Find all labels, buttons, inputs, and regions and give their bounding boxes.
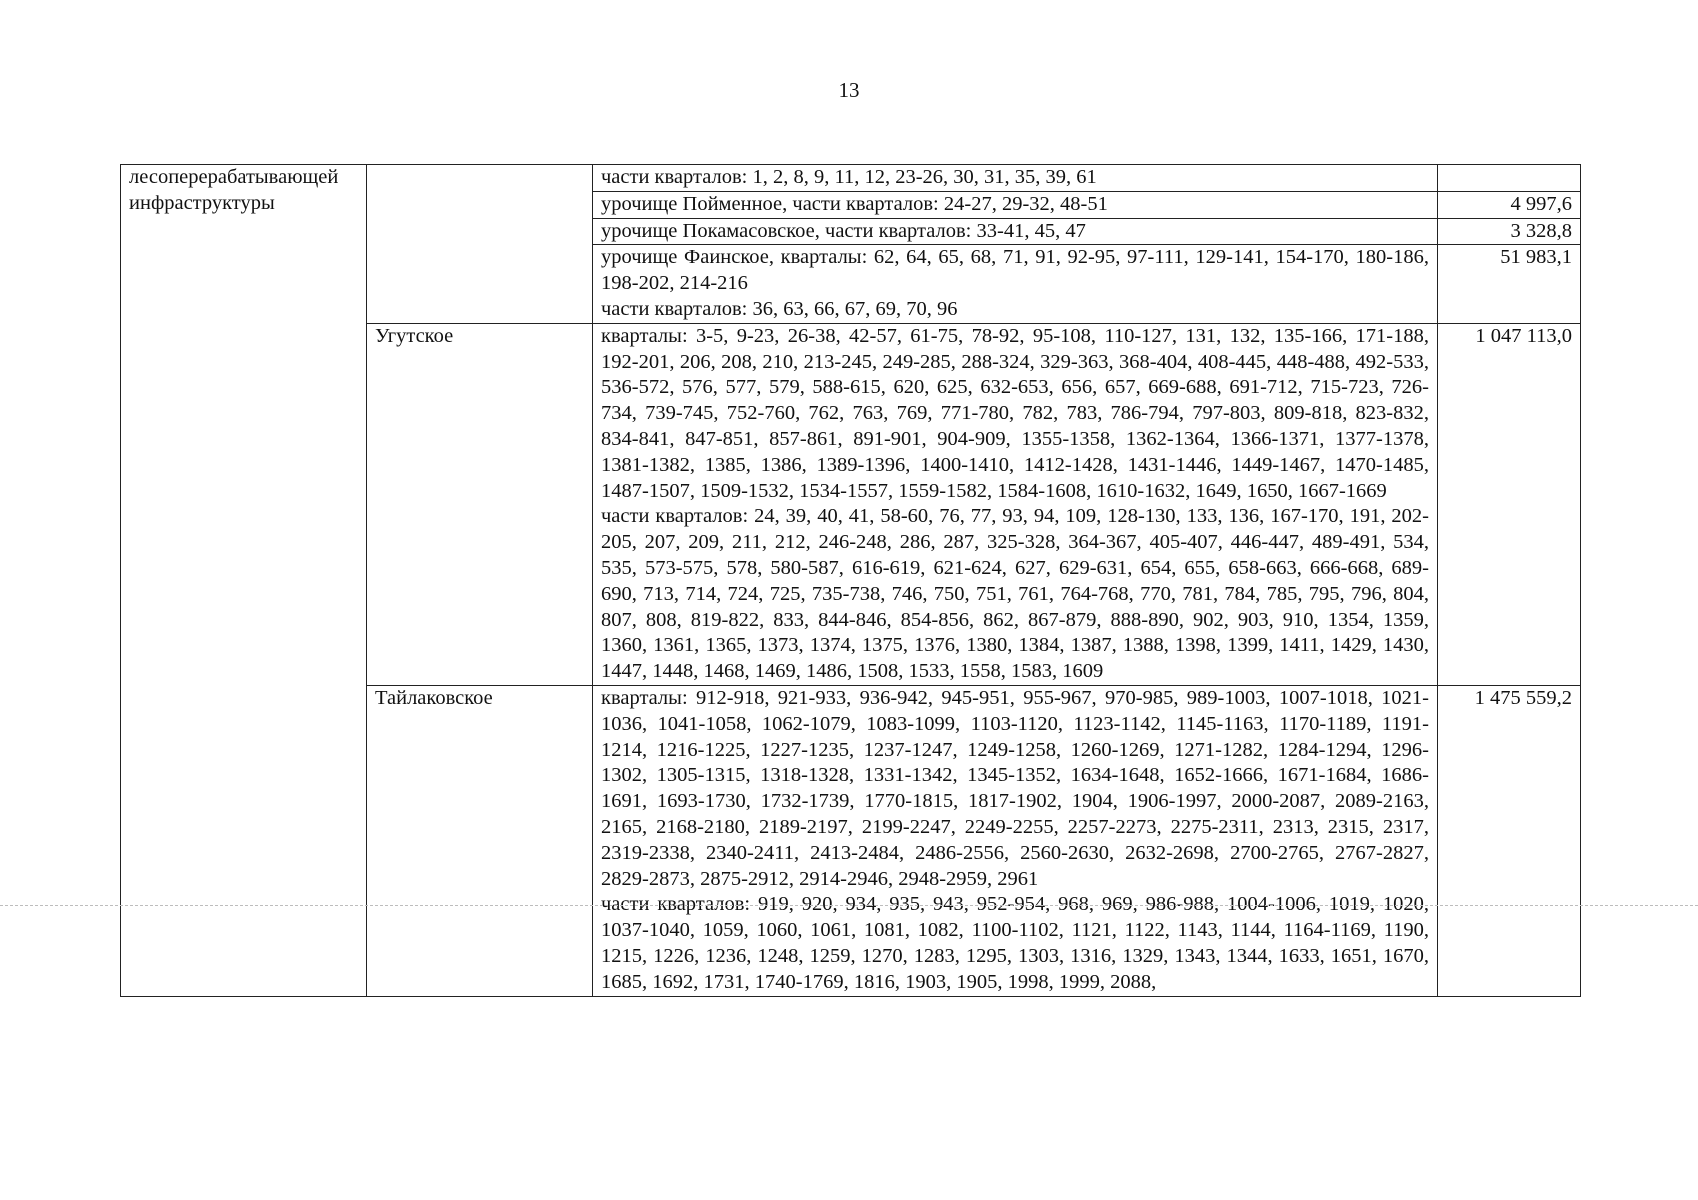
area-cell (1438, 165, 1581, 192)
forestry-cell (367, 165, 593, 324)
quarters-cell (593, 218, 1438, 245)
partial-quarters-text: части кварталов: 919, 920, 934, 935, 943, 952-954, 968, 969, 986-988, 1004-1006, 1019, 1020, 1037-1040, 1059, 1060, 1061, 1081, 1082, 1100-1102, 1121, 1122, 1143, 1144, 1164-1169, 1190, 1215, 1226, 1236, 1248, 1259, 1270, 1283, 1295, 1303, 1316, 1329, 1343, 1344, 1633, 1651, 1670, 1685, 1692, 1731, 1740-1769, 1816, 1903, 1905, 1998, 1999, 2088, (601, 893, 1429, 993)
forestry-cell: Тайлаковское (367, 685, 593, 996)
purpose-cell: лесоперерабатывающей инфраструктуры (121, 165, 367, 997)
quarters-text: кварталы: 912-918, 921-933, 936-942, 945-951, 955-967, 970-985, 989-1003, 1007-1018, 1021-1036, 1041-1058, 1062-1079, 1083-1099, 1103-1120, 1123-1142, 1145-1163, 1170-1189, 1191-1214, 1216-1225, 1227-1235, 1237-1247, 1249-1258, 1260-1269, 1271-1282, 1284-1294, 1296-1302, 1305-1315, 1318-1328, 1331-1342, 1345-1352, 1634-1648, 1652-1666, 1671-1684, 1686-1691, 1693-1730, 1732-1739, 1770-1815, 1817-1902, 1904, 1906-1997, 2000-2087, 2089-2163, 2165, 2168-2180, 2189-2197, 2199-2247, 2249-2255, 2257-2273, 2275-2311, 2313, 2315, 2317, 2319-2338, 2340-2411, 2413-2484, 2486-2556, 2560-2630, 2632-2698, 2700-2765, 2767-2827, 2829-2873, 2875-2912, 2914-2946, 2948-2959, 2961 (601, 686, 1429, 890)
area-cell: 3 328,8 (1438, 218, 1581, 245)
quarters-cell (593, 191, 1438, 218)
area-cell: 51 983,1 (1438, 245, 1581, 323)
quarters-cell (593, 165, 1438, 192)
scan-artifact-line (0, 905, 1698, 906)
quarters-text: урочище Фаинское, кварталы: 62, 64, 65, 68, 71, 91, 92-95, 97-111, 129-141, 154-170, 180-186, 198-202, 214-216 (601, 246, 1429, 295)
quarters-text: урочище Покамасовское, части кварталов: 33-41, 45, 47 (601, 219, 1086, 242)
area-cell: 1 047 113,0 (1438, 323, 1581, 685)
area-cell: 4 997,6 (1438, 191, 1581, 218)
quarters-cell (593, 245, 1438, 323)
quarters-cell (593, 323, 1438, 685)
forest-quarters-table (120, 164, 1581, 997)
quarters-cell (593, 685, 1438, 996)
page-number: 13 (838, 78, 860, 102)
table-row (121, 165, 1581, 192)
quarters-text: урочище Пойменное, части кварталов: 24-27, 29-32, 48-51 (601, 192, 1108, 215)
quarters-text: части кварталов: 1, 2, 8, 9, 11, 12, 23-26, 30, 31, 35, 39, 61 (601, 166, 1097, 188)
partial-quarters-text: части кварталов: 24, 39, 40, 41, 58-60, 76, 77, 93, 94, 109, 128-130, 133, 136, 167-170, 191, 202-205, 207, 209, 211, 212, 246-248, 286, 287, 325-328, 364-367, 405-407, 446-447, 489-491, 534, 535, 573-575, 578, 580-587, 616-619, 621-624, 627, 629-631, 654, 655, 658-663, 666-668, 689-690, 713, 714, 724, 725, 735-738, 746, 750, 751, 761, 764-768, 770, 781, 784, 785, 795, 796, 804, 807, 808, 819-822, 833, 844-846, 854-856, 862, 867-879, 888-890, 902, 903, 910, 1354, 1359, 1360, 1361, 1365, 1373, 1374, 1375, 1376, 1380, 1384, 1387, 1388, 1398, 1399, 1411, 1429, 1430, 1447, 1448, 1468, 1469, 1486, 1508, 1533, 1558, 1583, 1609 (601, 505, 1429, 683)
area-cell: 1 475 559,2 (1438, 685, 1581, 996)
partial-quarters-text: части кварталов: 36, 63, 66, 67, 69, 70, 96 (601, 297, 958, 320)
quarters-text: кварталы: 3-5, 9-23, 26-38, 42-57, 61-75, 78-92, 95-108, 110-127, 131, 132, 135-166, 171-188, 192-201, 206, 208, 210, 213-245, 249-285, 288-324, 329-363, 368-404, 408-445, 448-488, 492-533, 536-572, 576, 577, 579, 588-615, 620, 625, 632-653, 656, 657, 669-688, 691-712, 715-723, 726-734, 739-745, 752-760, 762, 763, 769, 771-780, 782, 783, 786-794, 797-803, 809-818, 823-832, 834-841, 847-851, 857-861, 891-901, 904-909, 1355-1358, 1362-1364, 1366-1371, 1377-1378, 1381-1382, 1385, 1386, 1389-1396, 1400-1410, 1412-1428, 1431-1446, 1449-1467, 1470-1485, 1487-1507, 1509-1532, 1534-1557, 1559-1582, 1584-1608, 1610-1632, 1649, 1650, 1667-1669 (601, 324, 1429, 502)
forestry-cell: Угутское (367, 323, 593, 685)
